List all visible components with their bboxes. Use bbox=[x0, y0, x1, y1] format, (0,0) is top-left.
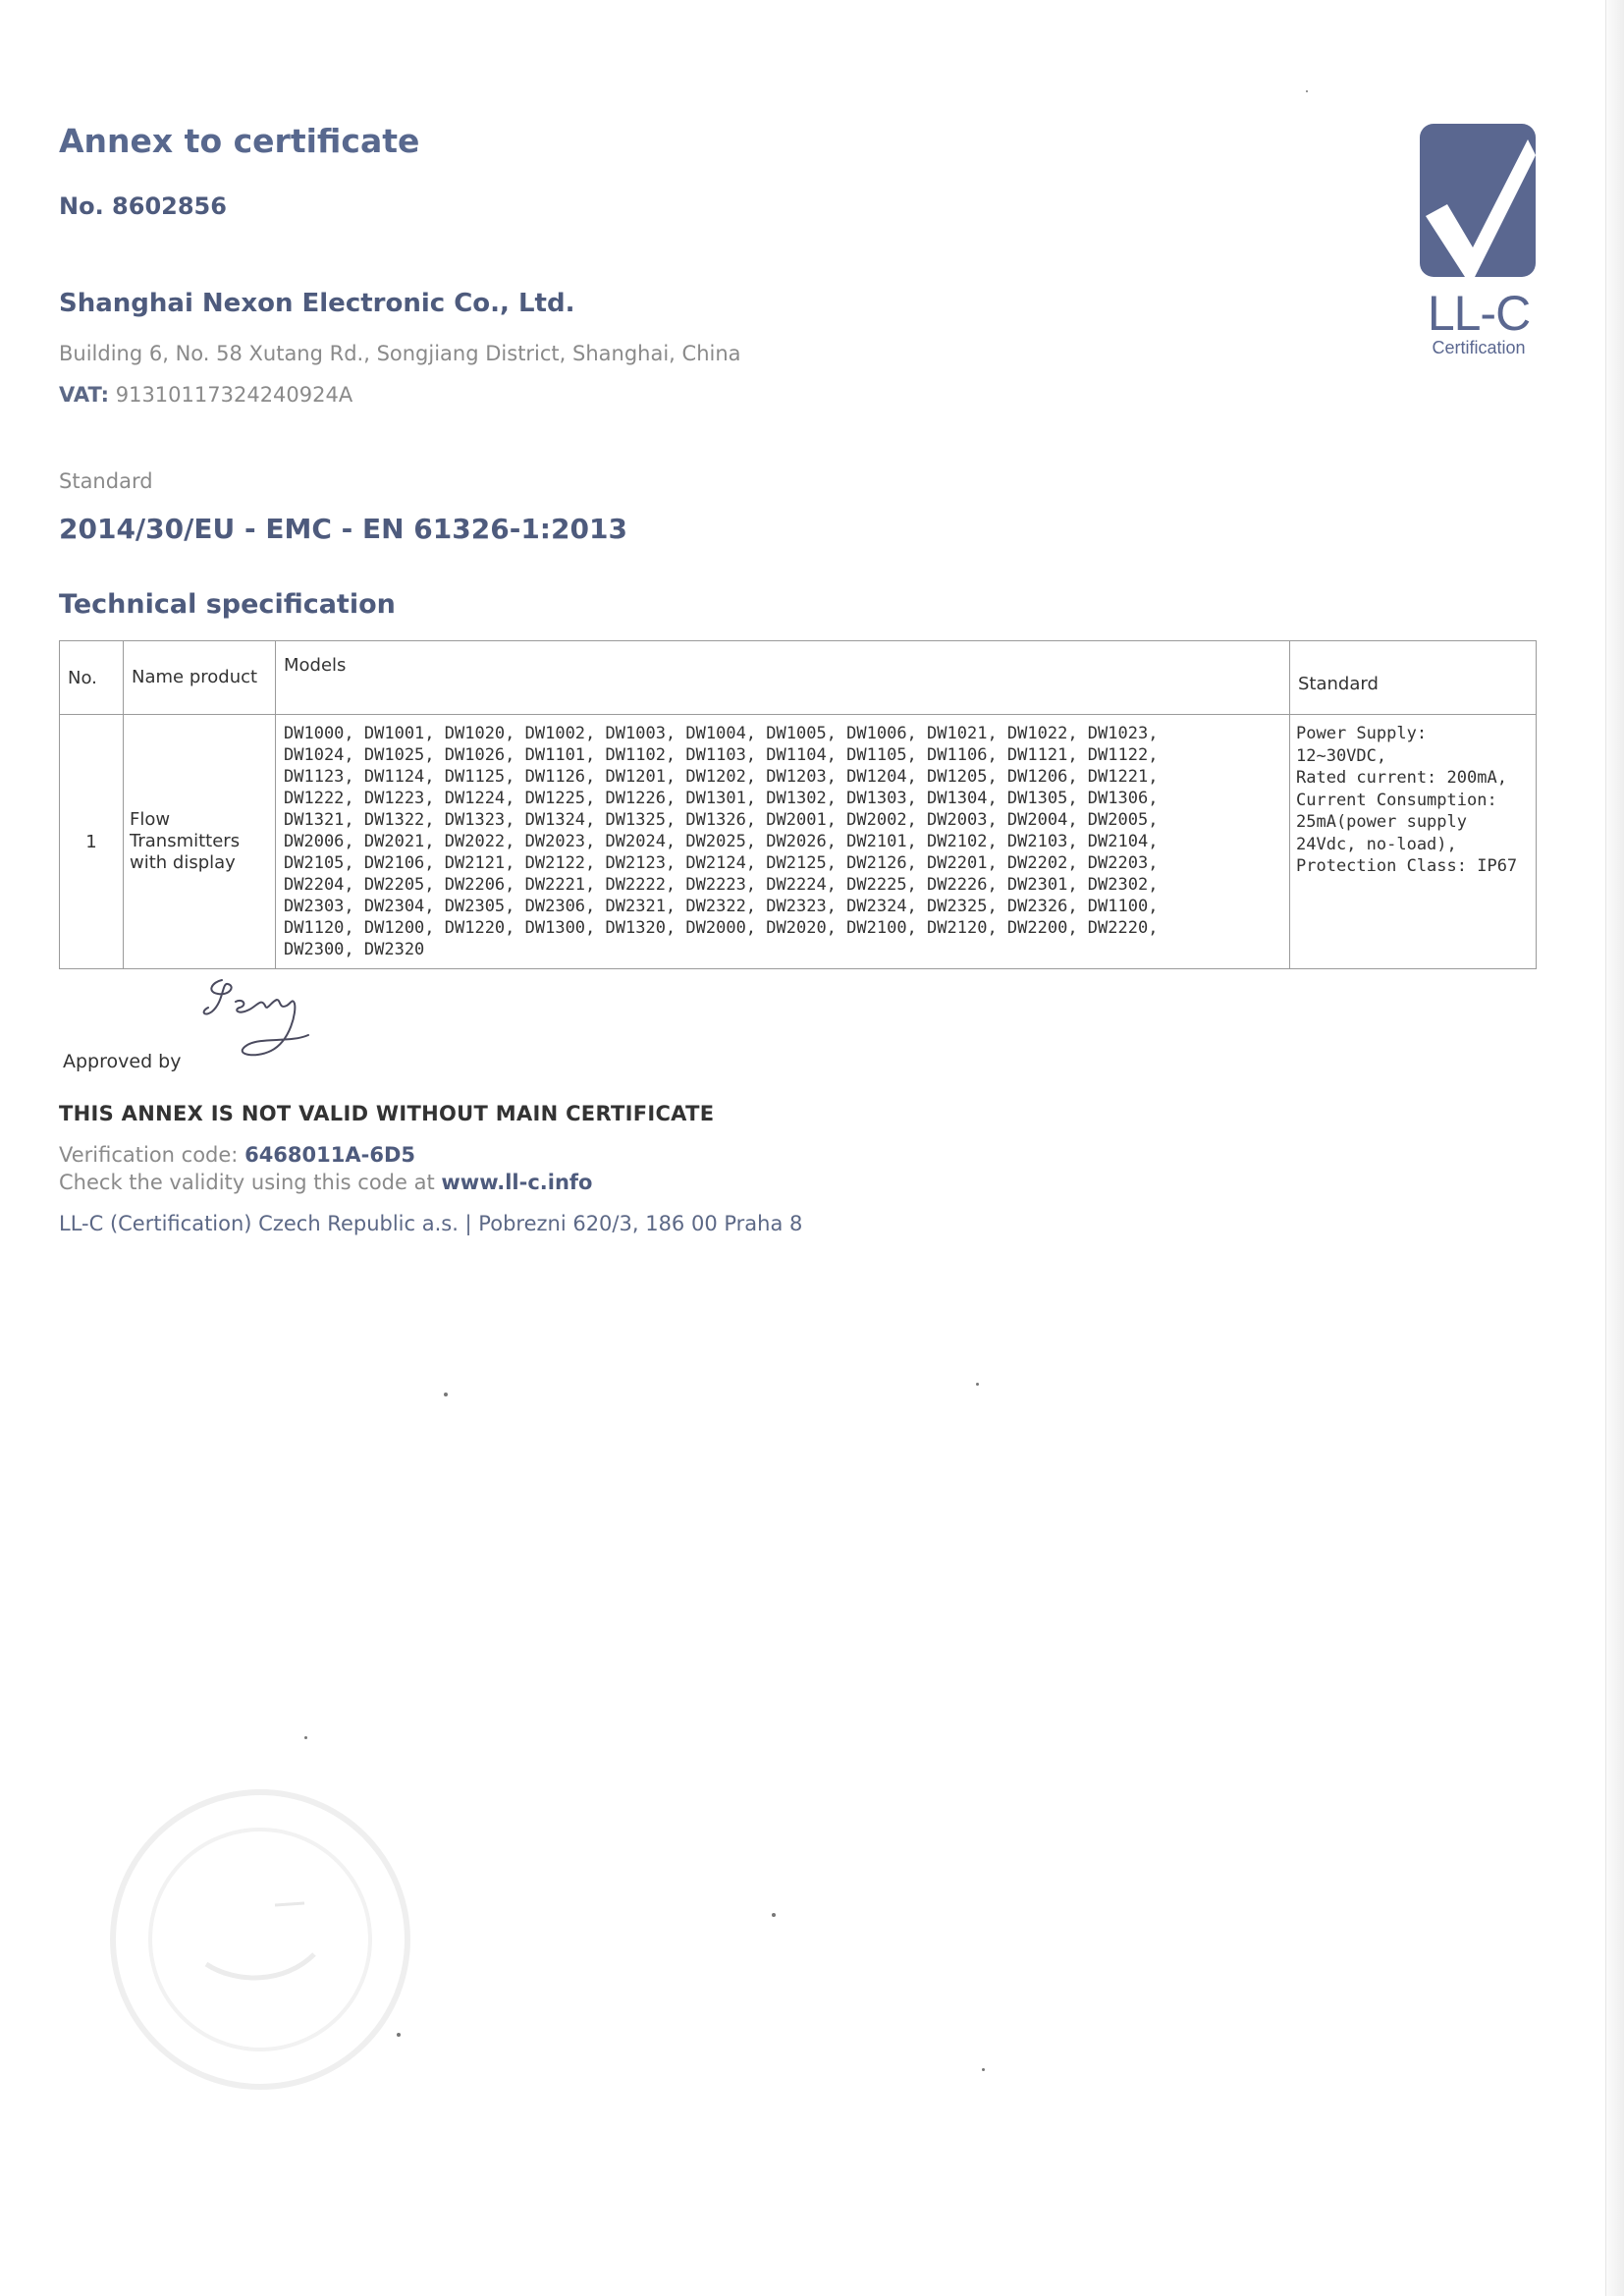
standard-line: Power Supply: bbox=[1296, 724, 1428, 743]
spec-table bbox=[59, 640, 1537, 969]
verification-code: 6468011A-6D5 bbox=[244, 1143, 415, 1167]
scan-speck bbox=[444, 1393, 448, 1396]
standard-line: 12~30VDC, bbox=[1296, 745, 1387, 766]
model-line: DW2105, DW2106, DW2121, DW2122, DW2123, DW2124, DW2125, DW2126, DW2201, DW2202, DW2203, bbox=[284, 853, 1159, 873]
row-models bbox=[276, 715, 1290, 969]
scan-speck bbox=[772, 1913, 776, 1917]
scan-speck bbox=[1306, 90, 1308, 92]
scan-speck bbox=[976, 1383, 979, 1386]
checkmark-logo-icon bbox=[1418, 122, 1538, 279]
vat-line bbox=[59, 383, 352, 407]
standard-line: Rated current: 200mA, bbox=[1296, 768, 1507, 788]
column-header-models: Models bbox=[276, 641, 1290, 715]
page-edge bbox=[1605, 0, 1624, 2296]
verification-label: Verification code: bbox=[59, 1143, 239, 1167]
approved-by-label: Approved by bbox=[63, 1051, 182, 1072]
scan-speck bbox=[982, 2068, 985, 2071]
standard-line: Protection Class: IP67 bbox=[1296, 856, 1518, 876]
verification-line bbox=[59, 1143, 415, 1167]
check-validity-line bbox=[59, 1171, 592, 1194]
approver-signature bbox=[192, 972, 369, 1080]
model-line: DW1024, DW1025, DW1026, DW1101, DW1102, DW1103, DW1104, DW1105, DW1106, DW1121, DW1122, bbox=[284, 745, 1159, 765]
vat-label: VAT: bbox=[59, 383, 110, 407]
model-line: DW1120, DW1200, DW1220, DW1300, DW1320, DW2000, DW2020, DW2100, DW2120, DW2200, DW2220, bbox=[284, 918, 1159, 938]
column-header-no: No. bbox=[60, 641, 124, 715]
table-row bbox=[60, 715, 1537, 969]
standard-line: Current Consumption: bbox=[1296, 790, 1497, 810]
row-standard bbox=[1290, 715, 1537, 969]
verification-url-link[interactable]: www.ll-c.info bbox=[441, 1171, 593, 1194]
model-line: DW2300, DW2320 bbox=[284, 940, 425, 959]
standard-line: 24Vdc, no-load), bbox=[1296, 834, 1457, 854]
issuer-address: LL-C (Certification) Czech Republic a.s. | Pobrezni 620/3, 186 00 Praha 8 bbox=[59, 1212, 803, 1235]
model-line: DW2006, DW2021, DW2022, DW2023, DW2024, DW2025, DW2026, DW2101, DW2102, DW2103, DW2104, bbox=[284, 832, 1159, 851]
logo-wordmark: LL-C bbox=[1427, 286, 1531, 341]
model-line: DW2204, DW2205, DW2206, DW2221, DW2222, DW2223, DW2224, DW2225, DW2226, DW2301, DW2302, bbox=[284, 875, 1159, 895]
standard-line: 25mA(power supply bbox=[1296, 812, 1467, 832]
vat-value: 91310117324240924A bbox=[115, 383, 353, 407]
company-address: Building 6, No. 58 Xutang Rd., Songjiang District, Shanghai, China bbox=[59, 342, 741, 365]
row-no: 1 bbox=[60, 715, 124, 969]
company-name: Shanghai Nexon Electronic Co., Ltd. bbox=[59, 289, 575, 318]
model-line: DW1123, DW1124, DW1125, DW1126, DW1201, DW1202, DW1203, DW1204, DW1205, DW1206, DW1221, bbox=[284, 767, 1159, 787]
table-header-row bbox=[60, 641, 1537, 715]
certificate-number: No. 8602856 bbox=[59, 192, 227, 220]
scan-speck bbox=[397, 2033, 401, 2037]
model-line: DW1000, DW1001, DW1020, DW1002, DW1003, DW1004, DW1005, DW1006, DW1021, DW1022, DW1023, bbox=[284, 724, 1159, 743]
technical-spec-heading: Technical specification bbox=[59, 589, 396, 620]
model-line: DW1321, DW1322, DW1323, DW1324, DW1325, DW1326, DW2001, DW2002, DW2003, DW2004, DW2005, bbox=[284, 810, 1159, 830]
llc-logo bbox=[1418, 122, 1540, 358]
logo-subtitle: Certification bbox=[1432, 338, 1526, 357]
embossed-seal bbox=[98, 1777, 422, 2102]
model-line: DW1222, DW1223, DW1224, DW1225, DW1226, DW1301, DW1302, DW1303, DW1304, DW1305, DW1306, bbox=[284, 789, 1159, 808]
scan-speck bbox=[304, 1736, 307, 1739]
document-title: Annex to certificate bbox=[59, 122, 420, 160]
check-text: Check the validity using this code at bbox=[59, 1171, 435, 1194]
standard-label: Standard bbox=[59, 469, 153, 493]
row-name: Flow Transmitters with display bbox=[124, 715, 276, 969]
column-header-standard: Standard bbox=[1290, 641, 1537, 715]
model-line: DW2303, DW2304, DW2305, DW2306, DW2321, DW2322, DW2323, DW2324, DW2325, DW2326, DW1100, bbox=[284, 897, 1159, 916]
column-header-name: Name product bbox=[124, 641, 276, 715]
validity-notice: THIS ANNEX IS NOT VALID WITHOUT MAIN CERTIFICATE bbox=[59, 1102, 715, 1125]
standard-value: 2014/30/EU - EMC - EN 61326-1:2013 bbox=[59, 513, 627, 545]
